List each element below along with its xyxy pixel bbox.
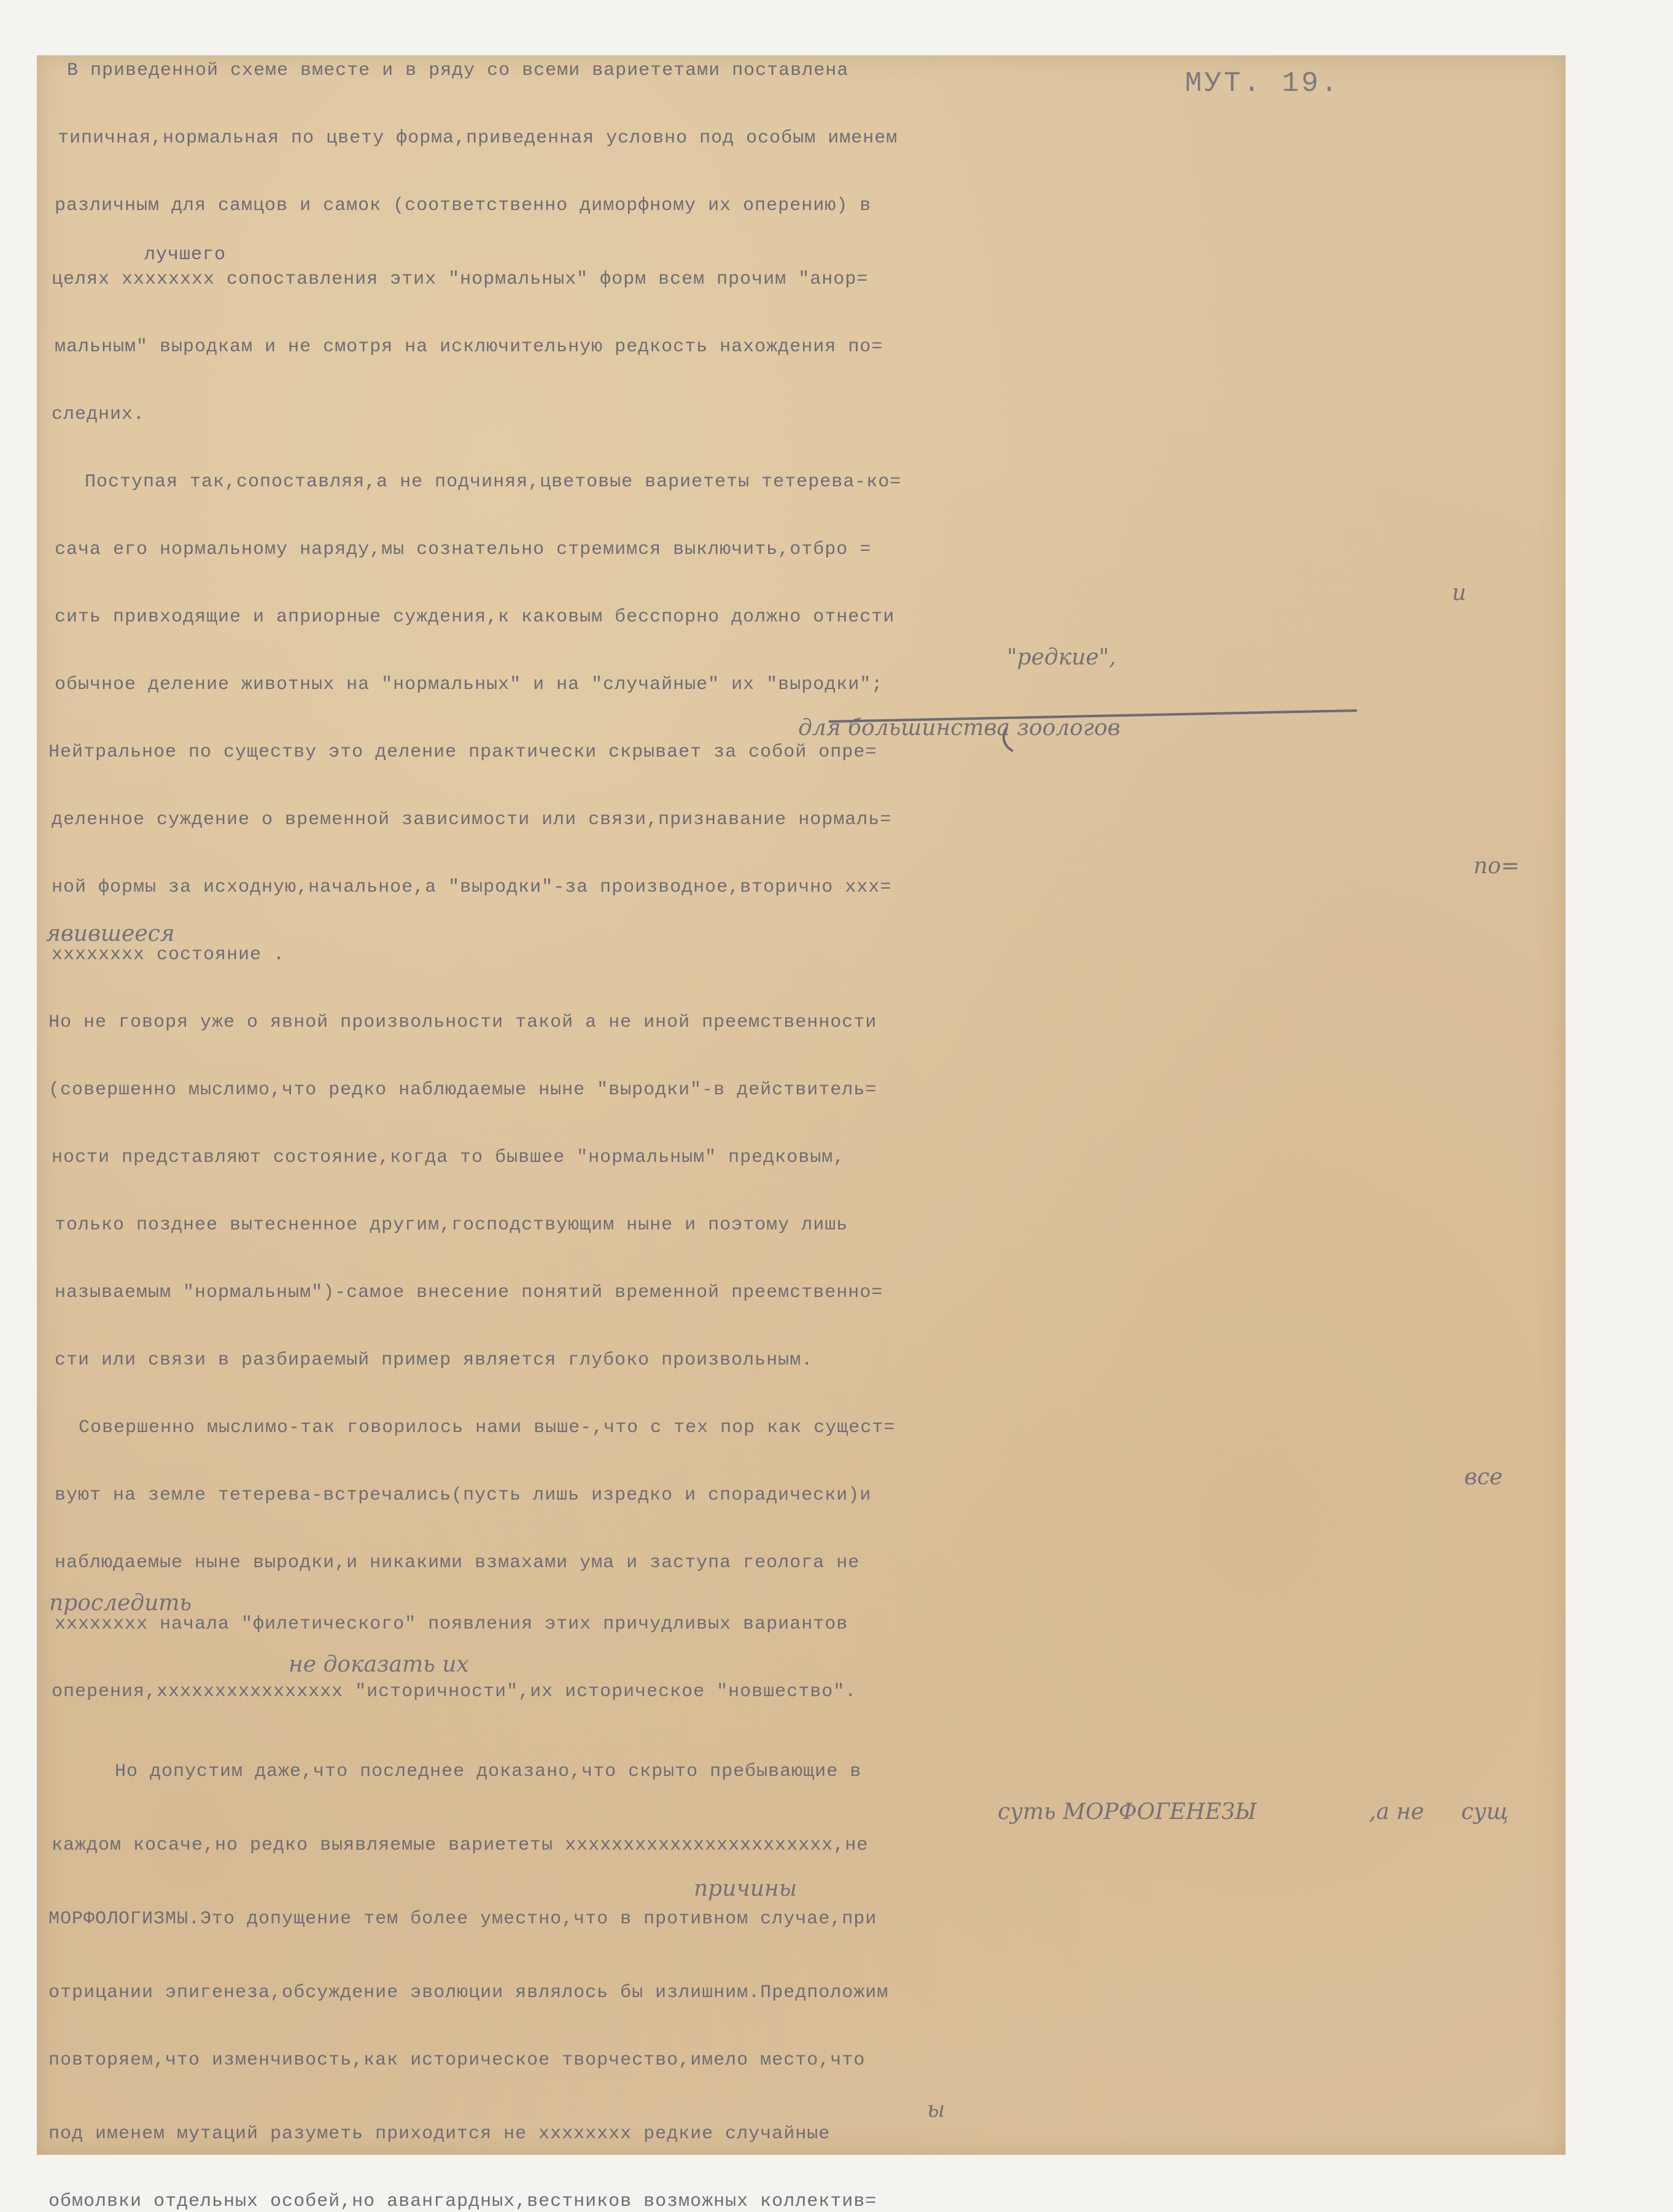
typed-line: Поступая так,сопоставляя,а не подчиняя,цветовые вариететы тетерева-ко=: [61, 472, 902, 493]
typed-line: (совершенно мыслимо,что редко наблюдаемые ныне "выродки"-в действитель=: [37, 1080, 877, 1100]
typed-line: деленное суждение о временной зависимости или связи,признавание нормаль=: [40, 809, 892, 830]
handwritten-annotation: причины: [694, 1876, 798, 1901]
handwritten-annotation: по=: [1473, 854, 1520, 879]
document-sheet: [37, 55, 1566, 2212]
typed-line: сить привходящие и априорные суждения,к каковым бесспорно должно отнести: [43, 607, 895, 628]
typed-line: ной формы за исходную,начальное,а "выродки"-за производное,вторично ххх=: [40, 877, 892, 898]
typed-line: Нейтральное по существу это деление практически скрывает за собой опре=: [37, 742, 877, 763]
typed-line: сача его нормальному наряду,мы сознательно стремимся выключить,отбро =: [43, 539, 872, 560]
typed-line: МОРФОЛОГИЗМЫ.Это допущение тем более уместно,что в противном случае,при: [37, 1909, 877, 1930]
handwritten-annotation: сущ: [1461, 1799, 1509, 1825]
handwritten-annotation: "редкие",: [1007, 645, 1116, 670]
typed-line: вуют на земле тетерева-встречались(пусть лишь изредко и спорадически)и: [43, 1485, 872, 1506]
typed-line: различным для самцов и самок (соответственно диморфному их оперению) в: [43, 195, 872, 216]
handwritten-annotation: проследить: [49, 1591, 192, 1616]
typed-line: хххххххх состояние .: [40, 944, 285, 965]
page-number: МУТ. 19.: [1185, 68, 1340, 99]
handwritten-annotation: не доказать их: [289, 1652, 469, 1677]
handwritten-annotation: все: [1464, 1465, 1503, 1490]
typed-line: ности представляют состояние,когда то бывшее "нормальным" предковым,: [40, 1147, 845, 1168]
typed-line: наблюдаемые ныне выродки,и никакими взмахами ума и заступа геолога не: [43, 1552, 860, 1573]
handwritten-annotation: суть МОРФОГЕНЕЗЫ: [998, 1799, 1257, 1825]
typed-line: сти или связи в разбираемый пример является глубоко произвольным.: [43, 1350, 813, 1371]
typed-line: Совершенно мыслимо-так говорилось нами выше-,что с тех пор как сущест=: [55, 1417, 896, 1438]
typed-line: каждом косаче,но редко выявляемые вариететы ххххххххххххххххххххххх,не: [40, 1835, 869, 1856]
typed-line: оперения,хххххххххххххххх "историчности",их историческое "новшество".: [40, 1681, 857, 1702]
typed-line: повторяем,что изменчивость,как историческое творчество,имело место,что: [37, 2050, 866, 2071]
typed-line: типичная,нормальная по цвету форма,приведенная условно под особым именем: [46, 128, 898, 149]
typed-line: целях хххххххх сопоставления этих "нормальных" форм всем прочим "анор=: [40, 269, 869, 290]
typed-line: отрицании эпигенеза,обсуждение эволюции являлось бы излишним.Предположим: [37, 1982, 889, 2003]
typed-line: Но допустим даже,что последнее доказано,что скрыто пребывающие в: [80, 1761, 862, 1782]
handwritten-annotation: ы: [927, 2097, 945, 2122]
typed-line: лучшего: [144, 244, 227, 265]
handwritten-annotation: для большинства зоологов: [798, 715, 1120, 741]
typed-line: Но не говоря уже о явной произвольности такой а не иной преемственности: [37, 1012, 877, 1033]
typed-line: хххххххх начала "филетического" появления этих причудливых вариантов: [43, 1614, 848, 1635]
typed-line: обмолвки отдельных особей,но авангардных,вестников возможных коллектив=: [37, 2191, 877, 2212]
typed-line: следних.: [40, 404, 146, 425]
handwritten-annotation: и: [1452, 580, 1467, 606]
typed-line: называемым "нормальным")-самое внесение понятий временной преемственно=: [43, 1282, 883, 1303]
handwritten-annotation: явившееся: [46, 921, 175, 946]
typed-line: под именем мутаций разуметь приходится не хххххххх редкие случайные: [37, 2124, 831, 2144]
typed-line: только позднее вытесненное другим,господствующим ныне и поэтому лишь: [43, 1215, 848, 1236]
typed-line: мальным" выродкам и не смотря на исключительную редкость нахождения по=: [43, 337, 883, 357]
typed-line: обычное деление животных на "нормальных" и на "случайные" их "выродки";: [43, 674, 883, 695]
handwritten-annotation: ,а не: [1369, 1799, 1424, 1825]
typed-line: В приведенной схеме вместе и в ряду со всеми вариететами поставлена: [55, 60, 849, 81]
